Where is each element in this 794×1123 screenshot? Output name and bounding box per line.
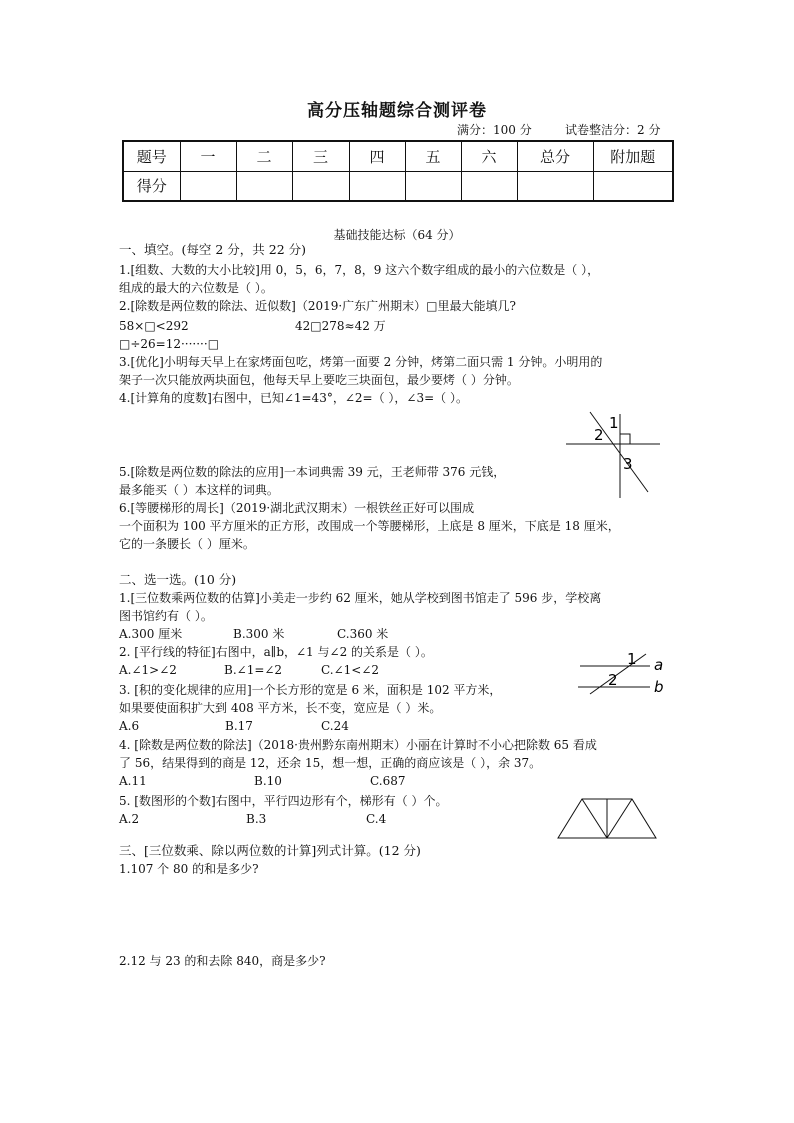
question-text: 3.[优化]小明每天早上在家烤面包吃，烤第一面要 2 分钟，烤第二面只需 1 分钟。小明用的 bbox=[119, 355, 603, 369]
score-entry-cell[interactable] bbox=[593, 171, 673, 201]
question-text: 3. [积的变化规律的应用]一个长方形的宽是 6 米，面积是 102 平方米， bbox=[119, 683, 502, 697]
score-entry-cell[interactable] bbox=[292, 171, 349, 201]
score-entry-cell[interactable] bbox=[405, 171, 461, 201]
angle-figure bbox=[560, 408, 670, 500]
option-b[interactable]: B.300 米 bbox=[233, 627, 285, 641]
question-text: 图书馆约有（ ）。 bbox=[119, 609, 213, 623]
angle-label-1: 1 bbox=[609, 414, 619, 432]
score-table-cell: 四 bbox=[349, 141, 405, 171]
question-text: 58×□<292 bbox=[119, 319, 189, 333]
question-text: 5.[除数是两位数的除法的应用]一本词典需 39 元，王老师带 376 元钱， bbox=[119, 465, 506, 479]
part3-title: 三、[三位数乘、除以两位数的计算]列式计算。(12 分) bbox=[119, 843, 421, 858]
score-table-cell: 一 bbox=[180, 141, 236, 171]
score-entry-cell[interactable] bbox=[236, 171, 292, 201]
score-entry-cell[interactable] bbox=[517, 171, 593, 201]
part2-title: 二、选一选。(10 分) bbox=[119, 572, 237, 587]
question-text: 2.12 与 23 的和去除 840，商是多少? bbox=[119, 954, 326, 968]
option-a[interactable]: A.300 厘米 bbox=[119, 627, 183, 641]
full-score: 满分：100 分 bbox=[457, 123, 532, 137]
score-table-cell: 三 bbox=[292, 141, 349, 171]
right-angle-marker bbox=[620, 434, 630, 444]
neatness-score: 试卷整洁分：2 分 bbox=[565, 123, 661, 137]
question-text: 6.[等腰梯形的周长]（2019·湖北武汉期末）一根铁丝正好可以围成 bbox=[119, 501, 475, 515]
score-table-cell: 题号 bbox=[123, 141, 180, 171]
option-c[interactable]: C.∠1<∠2 bbox=[321, 663, 380, 677]
question-text: 1.[三位数乘两位数的估算]小美走一步约 62 厘米，她从学校到图书馆走了 596 步，学校离 bbox=[119, 591, 602, 605]
option-c[interactable]: C.360 米 bbox=[337, 627, 389, 641]
page-title: 高分压轴题综合测评卷 bbox=[307, 101, 487, 121]
question-text: 了 56，结果得到的商是 12，还余 15，想一想，正确的商应该是（ ），余 37。 bbox=[119, 756, 542, 770]
section-heading: 基础技能达标（64 分） bbox=[333, 228, 461, 242]
question-text: 如果要使面积扩大到 408 平方米，长不变，宽应是（ ）米。 bbox=[119, 701, 442, 715]
option-b[interactable]: B.17 bbox=[225, 719, 253, 733]
angle-label-2: 2 bbox=[608, 671, 618, 689]
right-diagonal-line bbox=[607, 799, 632, 838]
question-text: 4.[计算角的度数]右图中，已知∠1=43°，∠2=（ ），∠3=（ ）。 bbox=[119, 391, 468, 405]
option-b[interactable]: B.10 bbox=[254, 774, 282, 788]
question-text: 2.[除数是两位数的除法、近似数]（2019·广东广州期末）□里最大能填几? bbox=[119, 299, 516, 313]
transversal-line bbox=[590, 654, 646, 694]
option-b[interactable]: B.∠1=∠2 bbox=[224, 663, 283, 677]
score-table bbox=[122, 140, 674, 202]
question-text: 42□278≈42 万 bbox=[295, 319, 386, 333]
angle-label-2: 2 bbox=[594, 426, 604, 444]
diagonal-line bbox=[590, 412, 648, 492]
trapezoid-figure bbox=[556, 796, 660, 842]
score-table-cell: 得分 bbox=[123, 171, 180, 201]
score-table-header-row bbox=[123, 141, 673, 171]
score-table-score-row bbox=[123, 171, 673, 201]
question-text: 4. [除数是两位数的除法]（2018·贵州黔东南州期末）小丽在计算时不小心把除数 65 看成 bbox=[119, 738, 597, 752]
option-c[interactable]: C.24 bbox=[321, 719, 349, 733]
question-text: 1.[组数、大数的大小比较]用 0，5，6，7，8，9 这六个数字组成的最小的六位数是（ ）， bbox=[119, 263, 600, 277]
option-a[interactable]: A.∠1>∠2 bbox=[119, 663, 177, 677]
option-c[interactable]: C.4 bbox=[366, 812, 387, 826]
question-text: 一个面积为 100 平方厘米的正方形，改围成一个等腰梯形，上底是 8 厘米，下底是 18 厘米， bbox=[119, 519, 620, 533]
score-table-cell: 二 bbox=[236, 141, 292, 171]
angle-label-3: 3 bbox=[623, 455, 633, 473]
left-diagonal-line bbox=[582, 799, 607, 838]
question-text: 架子一次只能放两块面包，他每天早上要吃三块面包，最少要烤（ ）分钟。 bbox=[119, 373, 519, 387]
question-text: 2. [平行线的特征]右图中，a∥b，∠1 与∠2 的关系是（ ）。 bbox=[119, 645, 433, 659]
question-text: 最多能买（ ）本这样的词典。 bbox=[119, 483, 279, 497]
option-c[interactable]: C.687 bbox=[370, 774, 406, 788]
score-table-cell: 总分 bbox=[517, 141, 593, 171]
question-text: 组成的最大的六位数是（ ）。 bbox=[119, 281, 273, 295]
score-table-cell: 六 bbox=[461, 141, 517, 171]
score-entry-cell[interactable] bbox=[349, 171, 405, 201]
line-label-b: b bbox=[654, 678, 664, 696]
angle-label-1: 1 bbox=[627, 650, 637, 668]
option-b[interactable]: B.3 bbox=[246, 812, 267, 826]
question-text: □÷26=12·······□ bbox=[119, 337, 220, 351]
option-a[interactable]: A.11 bbox=[119, 774, 147, 788]
question-text: 它的一条腰长（ ）厘米。 bbox=[119, 537, 255, 551]
parallel-lines-figure bbox=[570, 648, 680, 696]
question-text: 5. [数图形的个数]右图中，平行四边形有个，梯形有（ ）个。 bbox=[119, 794, 448, 808]
option-a[interactable]: A.6 bbox=[119, 719, 140, 733]
score-entry-cell[interactable] bbox=[461, 171, 517, 201]
score-entry-cell[interactable] bbox=[180, 171, 236, 201]
line-label-a: a bbox=[654, 656, 664, 674]
score-table-cell: 五 bbox=[405, 141, 461, 171]
score-table-cell: 附加题 bbox=[593, 141, 673, 171]
part1-title: 一、填空。(每空 2 分，共 22 分) bbox=[119, 242, 307, 257]
question-text: 1.107 个 80 的和是多少? bbox=[119, 862, 259, 876]
option-a[interactable]: A.2 bbox=[119, 812, 140, 826]
